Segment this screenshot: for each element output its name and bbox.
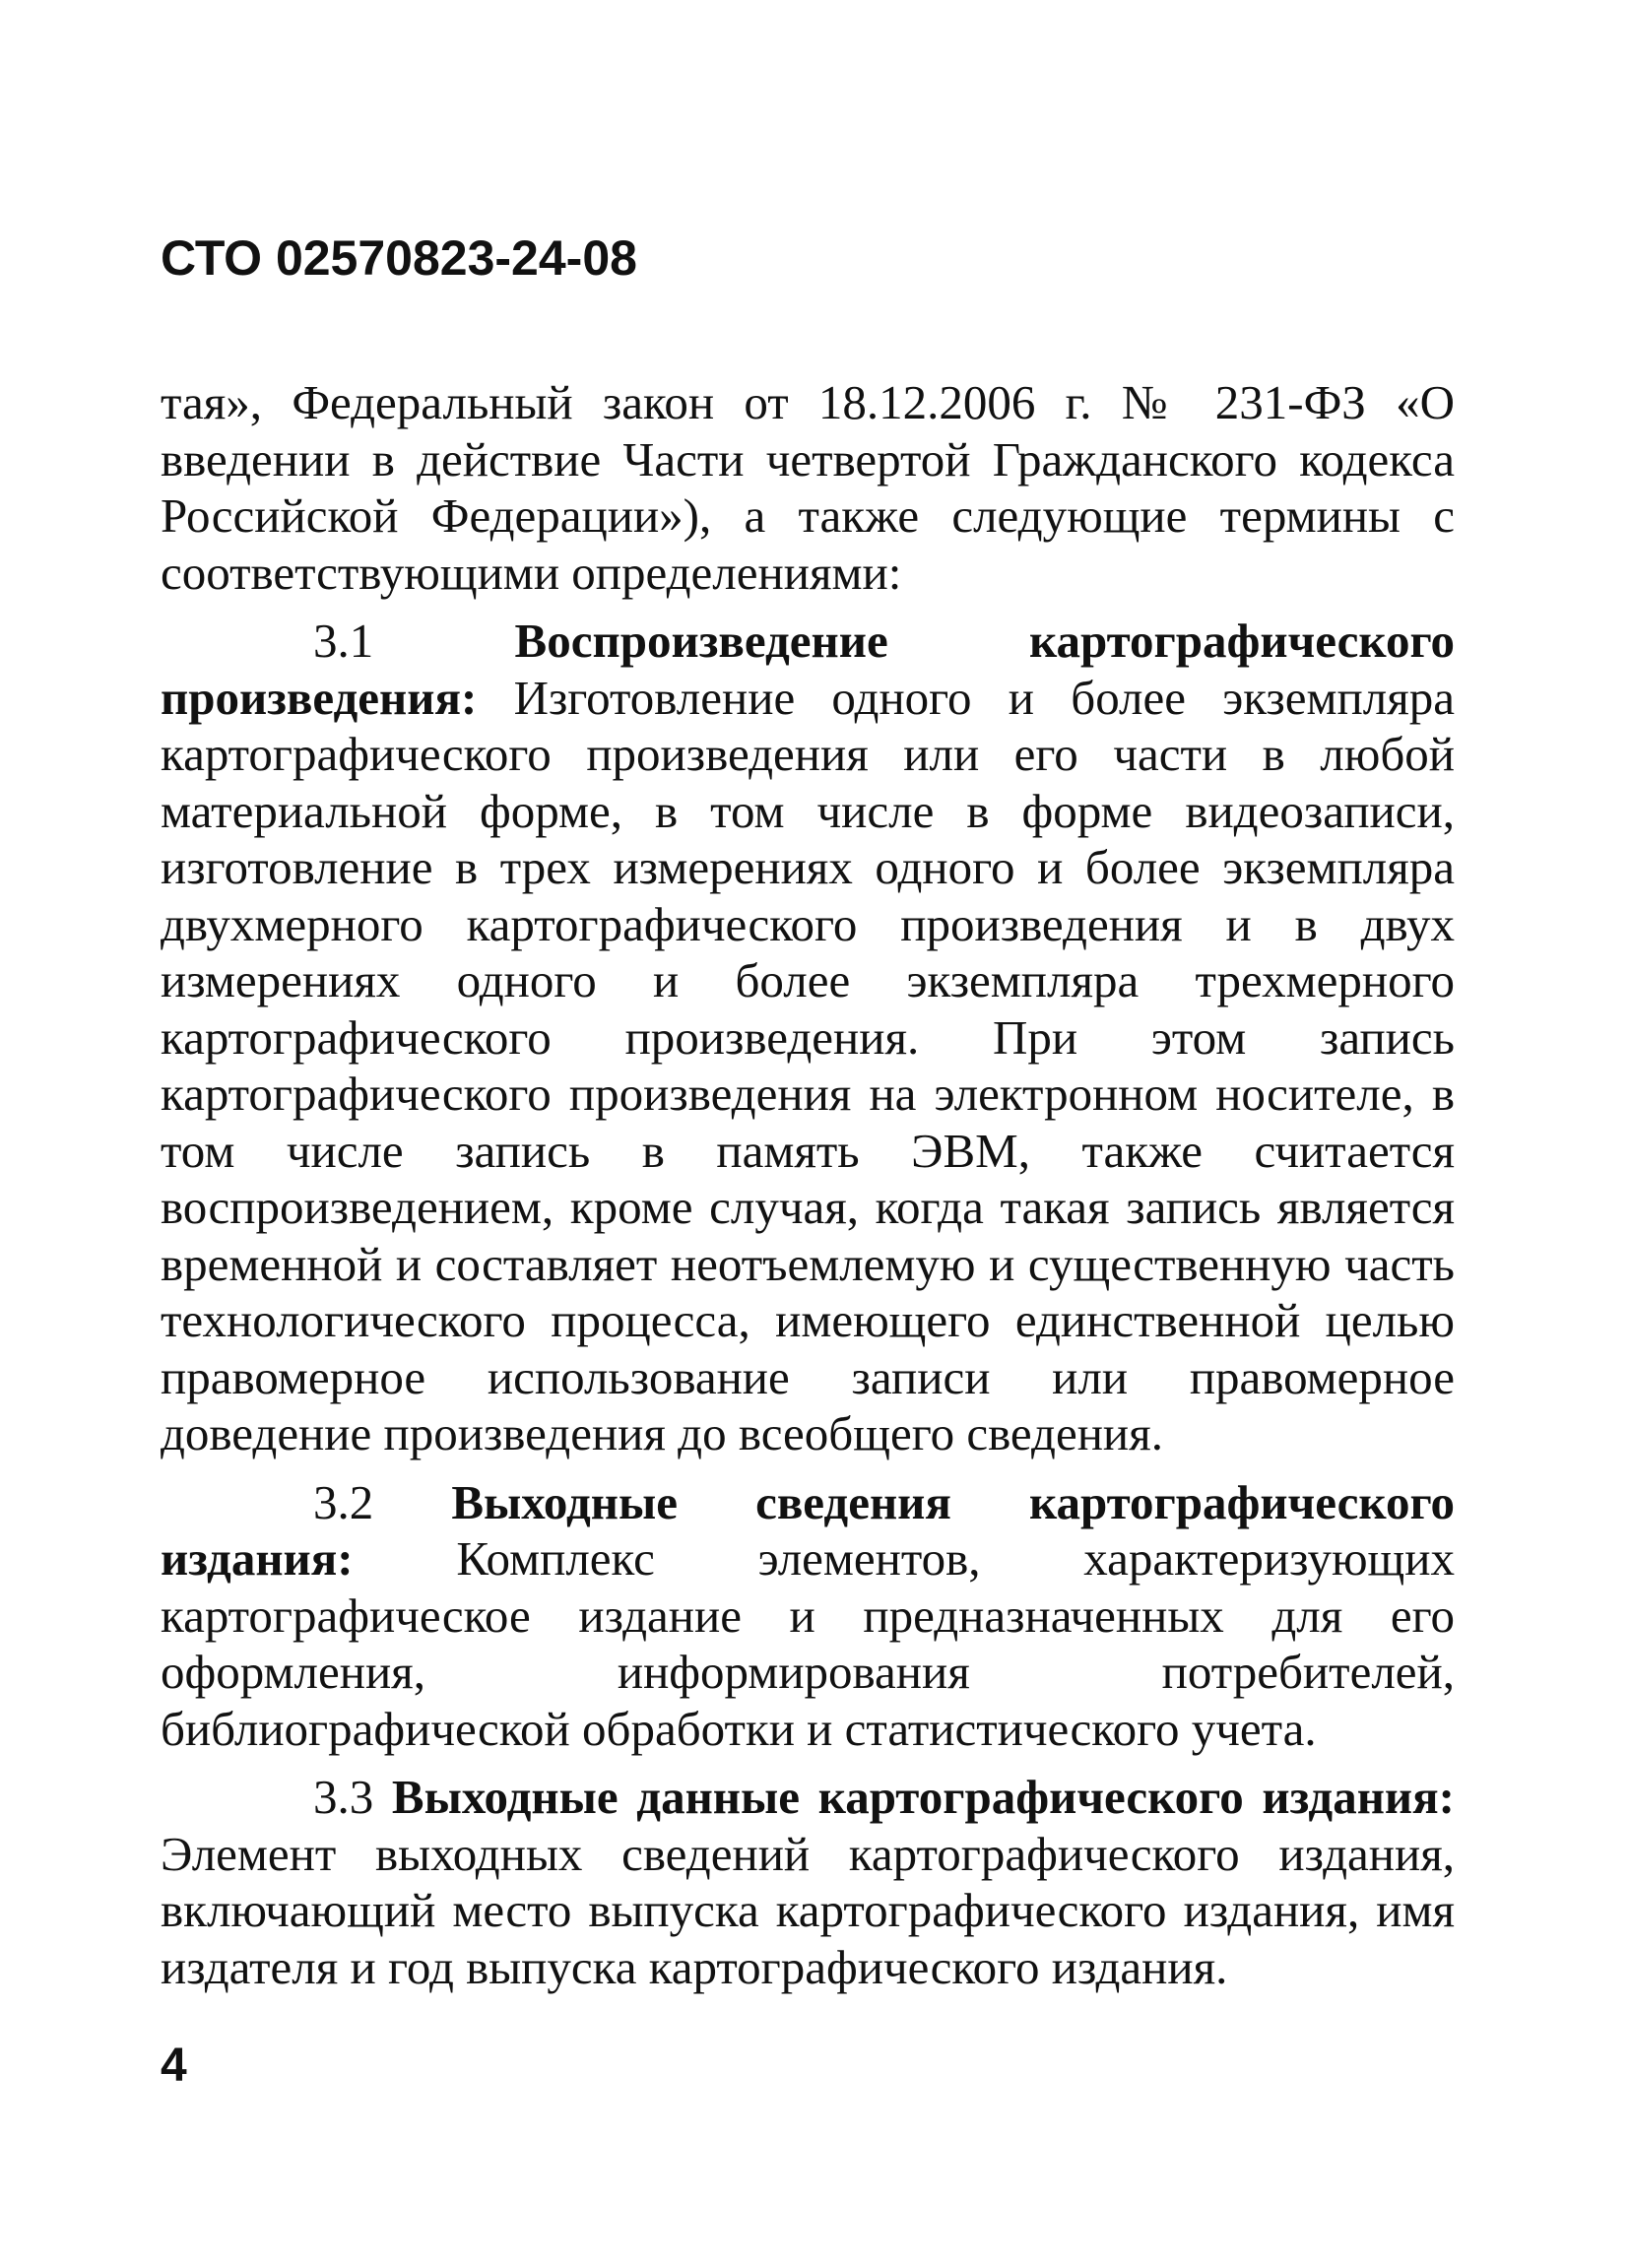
document-body [161, 374, 1455, 1995]
document-code-header: СТО 02570823-24-08 [161, 230, 637, 286]
definition-item-3-3 [161, 1769, 1455, 1995]
item-number: 3.1 [313, 614, 374, 668]
page-number: 4 [161, 2040, 187, 2092]
item-definition: Элемент выходных сведений картографического издания, включающий место выпуска картографического издания, имя издателя и год выпуска картографического издания. [161, 1826, 1455, 1994]
item-term: Воспроизведение картографического произведения: [161, 614, 1455, 725]
item-definition: Изготовление одного и более экземпляра картографического произведения или его части в любой материальной форме, в том числе в форме видеозаписи, изготовление в трех измерениях одного и более экземпляра двухмерного картографического произведения и в двух измерениях одного и более экземпляра трехмерного картографического произведения. При этом запись картографического произведения на электронном носителе, в том числе запись в память ЭВМ, также считается воспроизведением, кроме случая, когда такая запись является временной и составляет неотъемлемую и существенную часть технологического процесса, имеющего единственной целью правомерное использование записи или правомерное доведение произведения до всеобщего сведения. [161, 670, 1456, 1460]
item-term: Выходные сведения картографического издания: [161, 1474, 1455, 1586]
definition-item-3-2 [161, 1474, 1455, 1758]
intro-paragraph: тая», Федеральный закон от 18.12.2006 г. № 231-ФЗ «О введении в действие Части четвертой Гражданского кодекса Российской Федерации»), а также следующие термины с соответствующими определениями: [161, 375, 1455, 600]
item-number: 3.3 [313, 1770, 374, 1824]
item-definition: Комплекс элементов, характеризующих картографическое издание и предназначенных для его оформления, информирования потребителей, библиографической обработки и статистического учета. [161, 1531, 1456, 1756]
item-term: Выходные данные картографического издания: [391, 1770, 1455, 1824]
definition-item-3-1 [161, 613, 1455, 1462]
item-number: 3.2 [313, 1474, 374, 1529]
